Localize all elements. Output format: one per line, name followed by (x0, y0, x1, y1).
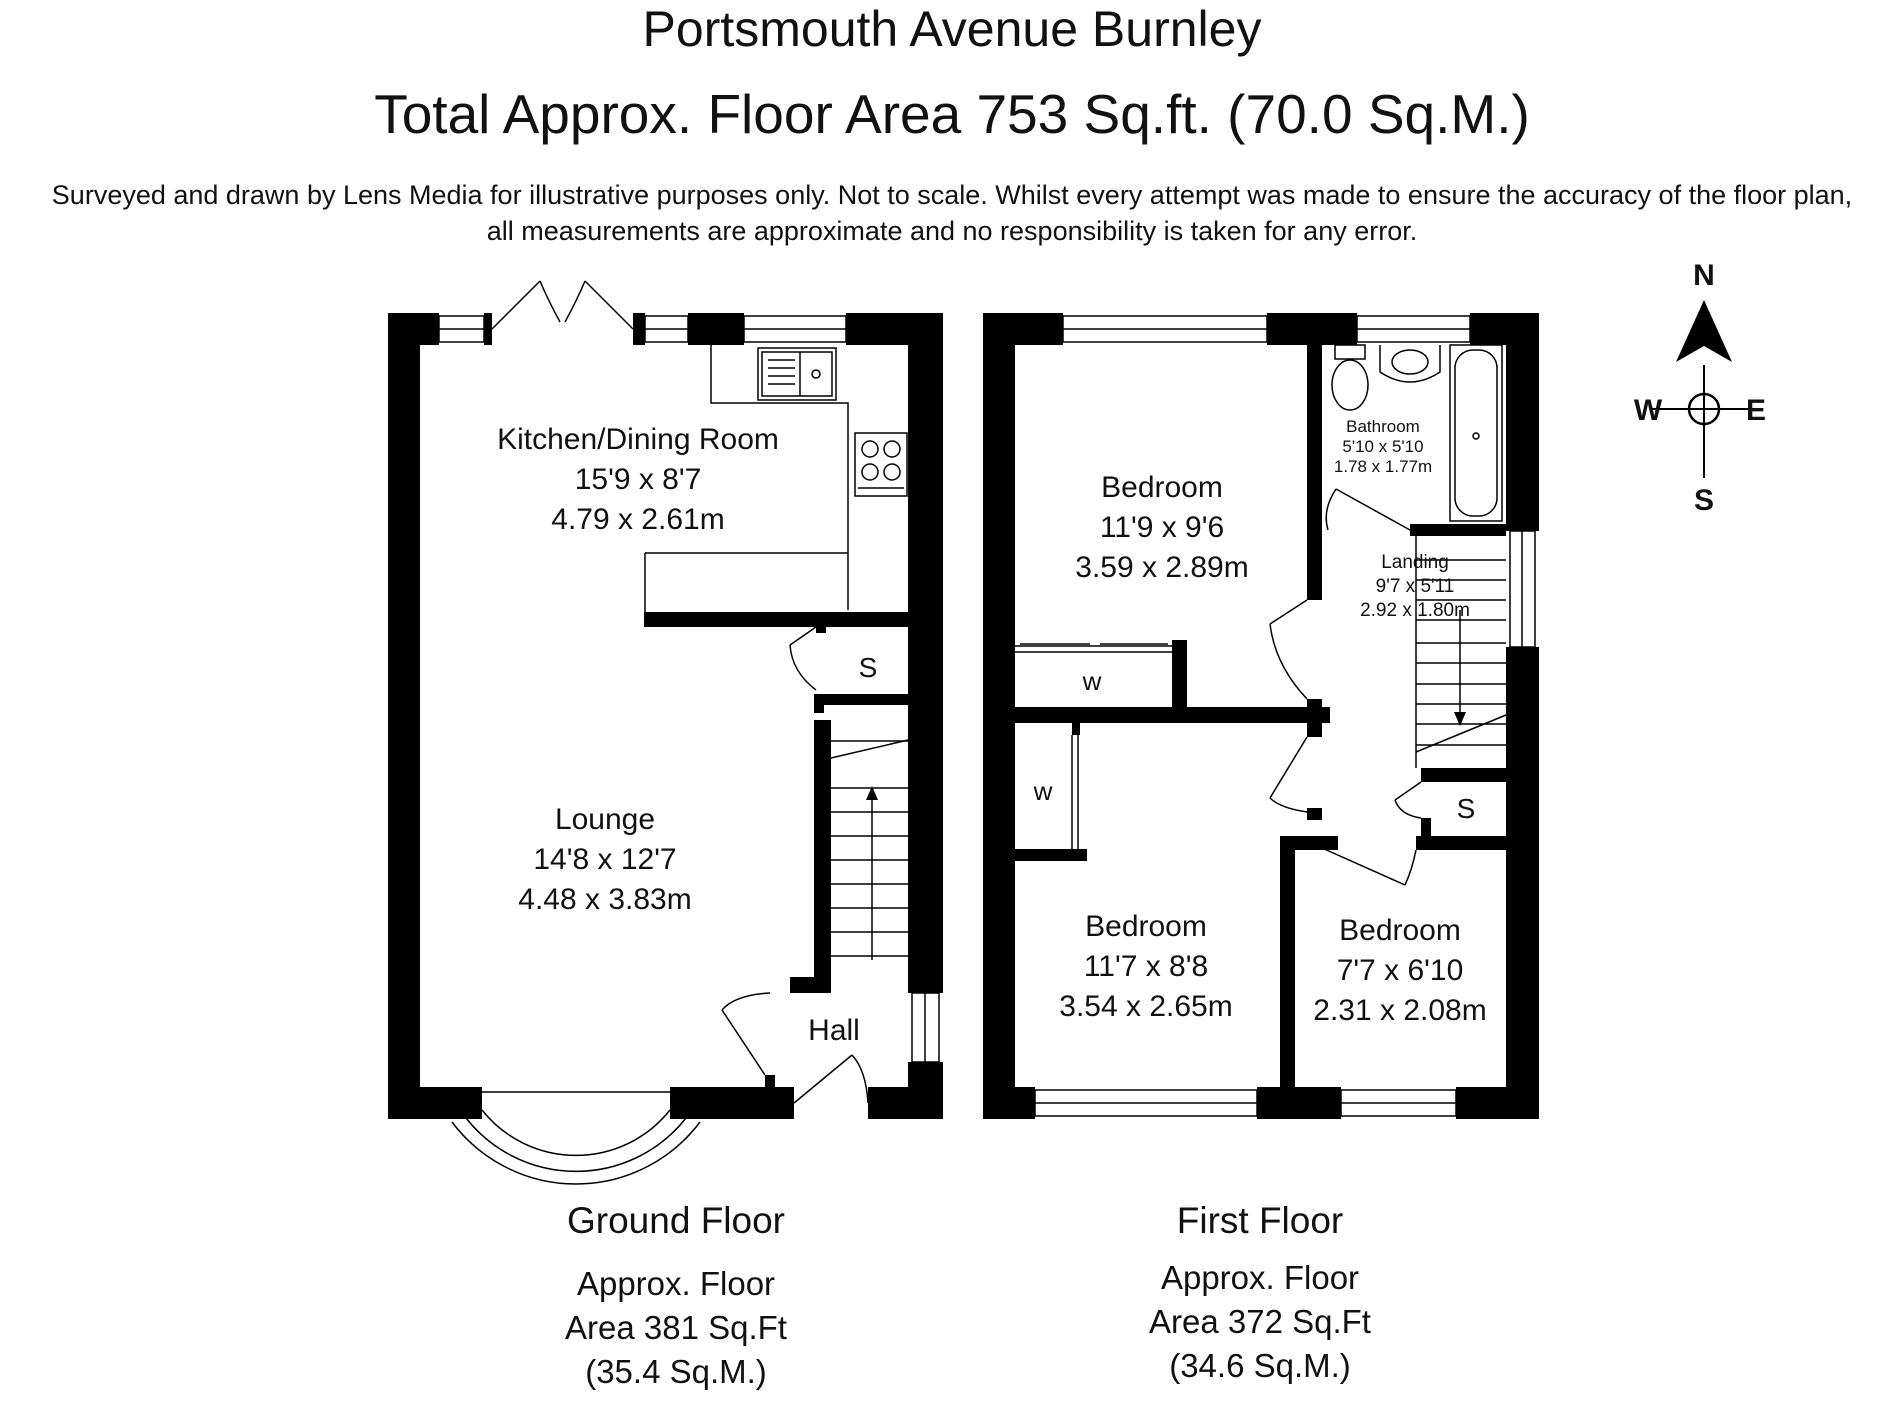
room-bedroom-1 (1075, 471, 1248, 584)
compass-rose (1634, 259, 1766, 517)
ground-floor-area-line-3: (35.4 Sq.M.) (585, 1353, 767, 1390)
room-size-imperial: 14'8 x 12'7 (533, 843, 677, 876)
compass-west: W (1633, 394, 1663, 427)
room-size-metric: 4.48 x 3.83m (518, 883, 692, 916)
room-size-metric: 2.31 x 2.08m (1313, 994, 1487, 1027)
room-size-imperial: 11'7 x 8'8 (1083, 950, 1209, 983)
compass-south: S (1693, 484, 1715, 517)
ground-floor-label: Ground Floor (567, 1200, 785, 1241)
room-name: Bedroom (1101, 471, 1223, 504)
room-landing (1360, 552, 1470, 621)
wardrobe-bedroom-2: w (1033, 776, 1053, 806)
compass-east: E (1745, 394, 1767, 427)
first-floor-area-line-2: Area 372 Sq.Ft (1149, 1303, 1371, 1340)
room-size-metric: 4.79 x 2.61m (551, 503, 725, 536)
room-store-first: S (1456, 793, 1476, 824)
first-floor-label: First Floor (1176, 1200, 1344, 1241)
room-bedroom-2 (1059, 910, 1232, 1023)
room-lounge (518, 803, 691, 916)
room-hall: Hall (808, 1014, 860, 1047)
first-floor-area-line-1: Approx. Floor (1160, 1259, 1360, 1296)
room-size-metric: 2.92 x 1.80m (1360, 600, 1470, 621)
wardrobe-bedroom-1: w (1082, 666, 1102, 696)
ground-floor-area-line-2: Area 381 Sq.Ft (565, 1309, 787, 1346)
disclaimer-line-2: all measurements are approximate and no responsibility is taken for any error. (486, 216, 1418, 246)
compass-north: N (1693, 259, 1715, 292)
first-floor-caption (1060, 1200, 1460, 1388)
room-name: Bedroom (1085, 910, 1207, 943)
ground-floor-plan (388, 281, 943, 1184)
room-size-metric: 1.78 x 1.77m (1333, 457, 1433, 476)
disclaimer-line-1: Surveyed and drawn by Lens Media for illustrative purposes only. Not to scale. Whilst every attempt was made to ensure the accuracy of the floor plan, (51, 180, 1853, 210)
room-size-imperial: 7'7 x 6'10 (1336, 954, 1464, 987)
room-size-metric: 3.54 x 2.65m (1059, 990, 1233, 1023)
room-size-imperial: 15'9 x 8'7 (574, 463, 702, 496)
room-size-metric: 3.59 x 2.89m (1075, 551, 1249, 584)
room-name: Lounge (554, 803, 656, 836)
room-name: Kitchen/Dining Room (497, 423, 779, 456)
ground-floor-caption (476, 1200, 876, 1394)
total-floor-area: Total Approx. Floor Area 753 Sq.ft. (70.0 Sq.M.) (374, 83, 1530, 145)
room-bathroom (1334, 417, 1432, 476)
room-size-imperial: 5'10 x 5'10 (1342, 437, 1424, 456)
room-bedroom-3 (1313, 914, 1486, 1027)
room-store-ground: S (858, 652, 878, 683)
room-size-imperial: 11'9 x 9'6 (1099, 511, 1225, 544)
room-name: Bedroom (1339, 914, 1461, 947)
room-kitchen-dining (497, 423, 779, 536)
first-floor-area-line-3: (34.6 Sq.M.) (1169, 1347, 1351, 1384)
plan-title: Portsmouth Avenue Burnley (642, 1, 1262, 57)
ground-floor-area-line-1: Approx. Floor (576, 1265, 776, 1302)
room-size-imperial: 9'7 x 5'11 (1375, 576, 1455, 597)
room-name: Bathroom (1346, 417, 1420, 436)
room-name: Landing (1381, 552, 1449, 573)
